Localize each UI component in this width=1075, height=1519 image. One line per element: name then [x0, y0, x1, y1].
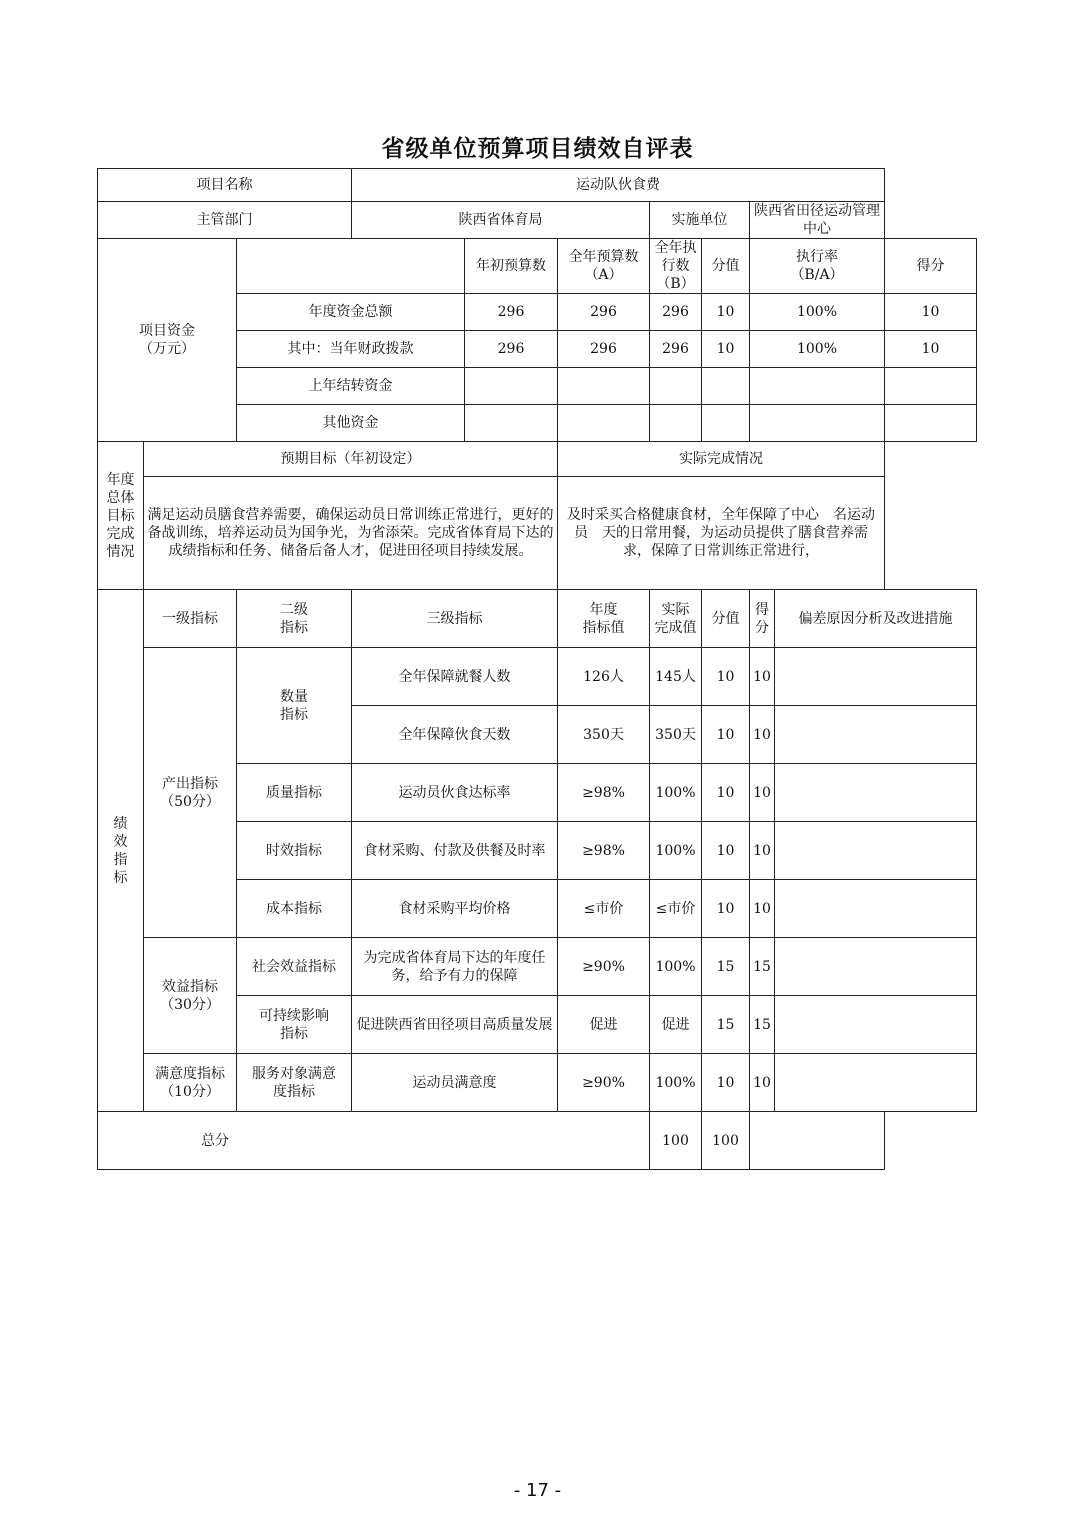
score-cell: 15 [750, 996, 775, 1054]
funds-header-blank [237, 239, 465, 294]
impl-unit-value: 陕西省田径运动管理中心 [750, 202, 885, 239]
score-cell: 10 [750, 706, 775, 764]
perf-header-target: 年度 指标值 [558, 590, 650, 648]
funds-cell [885, 405, 977, 442]
total-label: 总分 [98, 1112, 650, 1170]
goals-expected-text: 满足运动员膳食营养需要，确保运动员日常训练正常进行，更好的备战训练，培养运动员为国争光，为省添荣。完成省体育局下达的成绩指标和任务、储备后备人才，促进田径项目持续发展。 [144, 477, 558, 590]
page-title: 省级单位预算项目绩效自评表 [381, 136, 694, 162]
funds-cell: 296 [465, 331, 558, 368]
perf-header-level3: 三级指标 [352, 590, 558, 648]
funds-header-score: 得分 [885, 239, 977, 294]
level2-sustainable: 可持续影响 指标 [237, 996, 352, 1054]
goals-expected-header: 预期目标（年初设定） [144, 442, 558, 477]
indicator-cell: 运动员满意度 [352, 1054, 558, 1112]
score-cell: 15 [750, 938, 775, 996]
level2-quantity: 数量 指标 [237, 648, 352, 764]
score-cell: 10 [750, 1054, 775, 1112]
funds-row-label: 其中：当年财政拨款 [237, 331, 465, 368]
funds-header-row [98, 239, 977, 294]
actual-cell: 145人 [650, 648, 702, 706]
actual-cell: 100% [650, 1054, 702, 1112]
funds-cell: 100% [750, 331, 885, 368]
funds-header-initial-budget: 年初预算数 [465, 239, 558, 294]
total-score: 100 [702, 1112, 750, 1170]
note-cell [775, 1054, 977, 1112]
score-cell: 10 [750, 648, 775, 706]
funds-cell [558, 368, 650, 405]
goals-actual-text: 及时采买合格健康食材，全年保障了中心 名运动员 天的日常用餐，为运动员提供了膳食营养需求，保障了日常训练正常进行， [558, 477, 885, 590]
note-cell [775, 764, 977, 822]
funds-header-executed: 全年执行数 （B） [650, 239, 702, 294]
level1-benefit: 效益指标 （30分） [144, 938, 237, 1054]
target-cell: 126人 [558, 648, 650, 706]
target-cell: ≥90% [558, 1054, 650, 1112]
goals-header-row [98, 442, 977, 477]
score-value-cell: 10 [702, 648, 750, 706]
level2-cost: 成本指标 [237, 880, 352, 938]
indicator-cell: 全年保障就餐人数 [352, 648, 558, 706]
funds-cell: 296 [650, 294, 702, 331]
goals-section-label: 年度 总体 目标 完成 情况 [98, 442, 144, 590]
funds-header-exec-rate: 执行率 （B/A） [750, 239, 885, 294]
indicator-cell: 运动员伙食达标率 [352, 764, 558, 822]
actual-cell: 350天 [650, 706, 702, 764]
performance-header-row [98, 590, 977, 648]
perf-header-notes: 偏差原因分析及改进措施 [775, 590, 977, 648]
target-cell: 促进 [558, 996, 650, 1054]
level2-quality: 质量指标 [237, 764, 352, 822]
goals-content-row [98, 477, 977, 590]
funds-cell: 10 [885, 331, 977, 368]
actual-cell: 促进 [650, 996, 702, 1054]
funds-cell [885, 368, 977, 405]
evaluation-table [97, 168, 977, 1170]
target-cell: ≥90% [558, 938, 650, 996]
funds-cell: 10 [702, 331, 750, 368]
level2-service-satisfaction: 服务对象满意 度指标 [237, 1054, 352, 1112]
funds-section-label: 项目资金 （万元） [98, 239, 237, 442]
score-value-cell: 10 [702, 764, 750, 822]
perf-header-level2: 二级 指标 [237, 590, 352, 648]
note-cell [775, 996, 977, 1054]
score-value-cell: 10 [702, 822, 750, 880]
indicator-cell: 食材采购平均价格 [352, 880, 558, 938]
perf-header-level1: 一级指标 [144, 590, 237, 648]
funds-header-annual-budget: 全年预算数 （A） [558, 239, 650, 294]
funds-cell [650, 405, 702, 442]
funds-cell [750, 405, 885, 442]
funds-cell: 296 [558, 331, 650, 368]
funds-row-label: 年度资金总额 [237, 294, 465, 331]
funds-cell [702, 405, 750, 442]
funds-cell [750, 368, 885, 405]
funds-cell: 10 [885, 294, 977, 331]
funds-cell: 100% [750, 294, 885, 331]
note-cell [775, 938, 977, 996]
funds-cell [702, 368, 750, 405]
project-name-label: 项目名称 [98, 169, 352, 202]
funds-cell [558, 405, 650, 442]
level2-social-benefit: 社会效益指标 [237, 938, 352, 996]
table-row [98, 938, 977, 996]
perf-header-score: 得分 [750, 590, 775, 648]
goals-actual-header: 实际完成情况 [558, 442, 885, 477]
target-cell: ≥98% [558, 764, 650, 822]
actual-cell: 100% [650, 764, 702, 822]
funds-cell [465, 368, 558, 405]
funds-row-label: 上年结转资金 [237, 368, 465, 405]
funds-cell: 10 [702, 294, 750, 331]
indicator-cell: 为完成省体育局下达的年度任务，给予有力的保障 [352, 938, 558, 996]
project-name-row [98, 169, 977, 202]
indicator-cell: 食材采购、付款及供餐及时率 [352, 822, 558, 880]
score-value-cell: 15 [702, 996, 750, 1054]
total-note [750, 1112, 885, 1170]
note-cell [775, 822, 977, 880]
funds-row-label: 其他资金 [237, 405, 465, 442]
funds-cell: 296 [650, 331, 702, 368]
level2-timeliness: 时效指标 [237, 822, 352, 880]
department-row [98, 202, 977, 239]
funds-cell [465, 405, 558, 442]
target-cell: ≤市价 [558, 880, 650, 938]
table-row [98, 648, 977, 706]
performance-section-label: 绩 效 指 标 [98, 590, 144, 1112]
department-value: 陕西省体育局 [352, 202, 650, 239]
funds-header-score-value: 分值 [702, 239, 750, 294]
target-cell: 350天 [558, 706, 650, 764]
funds-cell [650, 368, 702, 405]
impl-unit-label: 实施单位 [650, 202, 750, 239]
score-cell: 10 [750, 880, 775, 938]
level1-satisfaction: 满意度指标 （10分） [144, 1054, 237, 1112]
level1-output: 产出指标 （50分） [144, 648, 237, 938]
note-cell [775, 706, 977, 764]
table-row [98, 1054, 977, 1112]
funds-cell: 296 [558, 294, 650, 331]
indicator-cell: 全年保障伙食天数 [352, 706, 558, 764]
score-value-cell: 10 [702, 706, 750, 764]
score-value-cell: 15 [702, 938, 750, 996]
note-cell [775, 880, 977, 938]
department-label: 主管部门 [98, 202, 352, 239]
score-value-cell: 10 [702, 1054, 750, 1112]
actual-cell: ≤市价 [650, 880, 702, 938]
score-cell: 10 [750, 764, 775, 822]
actual-cell: 100% [650, 822, 702, 880]
actual-cell: 100% [650, 938, 702, 996]
score-cell: 10 [750, 822, 775, 880]
indicator-cell: 促进陕西省田径项目高质量发展 [352, 996, 558, 1054]
score-value-cell: 10 [702, 880, 750, 938]
total-row [98, 1112, 977, 1170]
project-name-value: 运动队伙食费 [352, 169, 885, 202]
funds-cell: 296 [465, 294, 558, 331]
note-cell [775, 648, 977, 706]
perf-header-actual: 实际 完成值 [650, 590, 702, 648]
page-number: - 17 - [513, 1480, 562, 1501]
total-score-value: 100 [650, 1112, 702, 1170]
perf-header-score-value: 分值 [702, 590, 750, 648]
target-cell: ≥98% [558, 822, 650, 880]
